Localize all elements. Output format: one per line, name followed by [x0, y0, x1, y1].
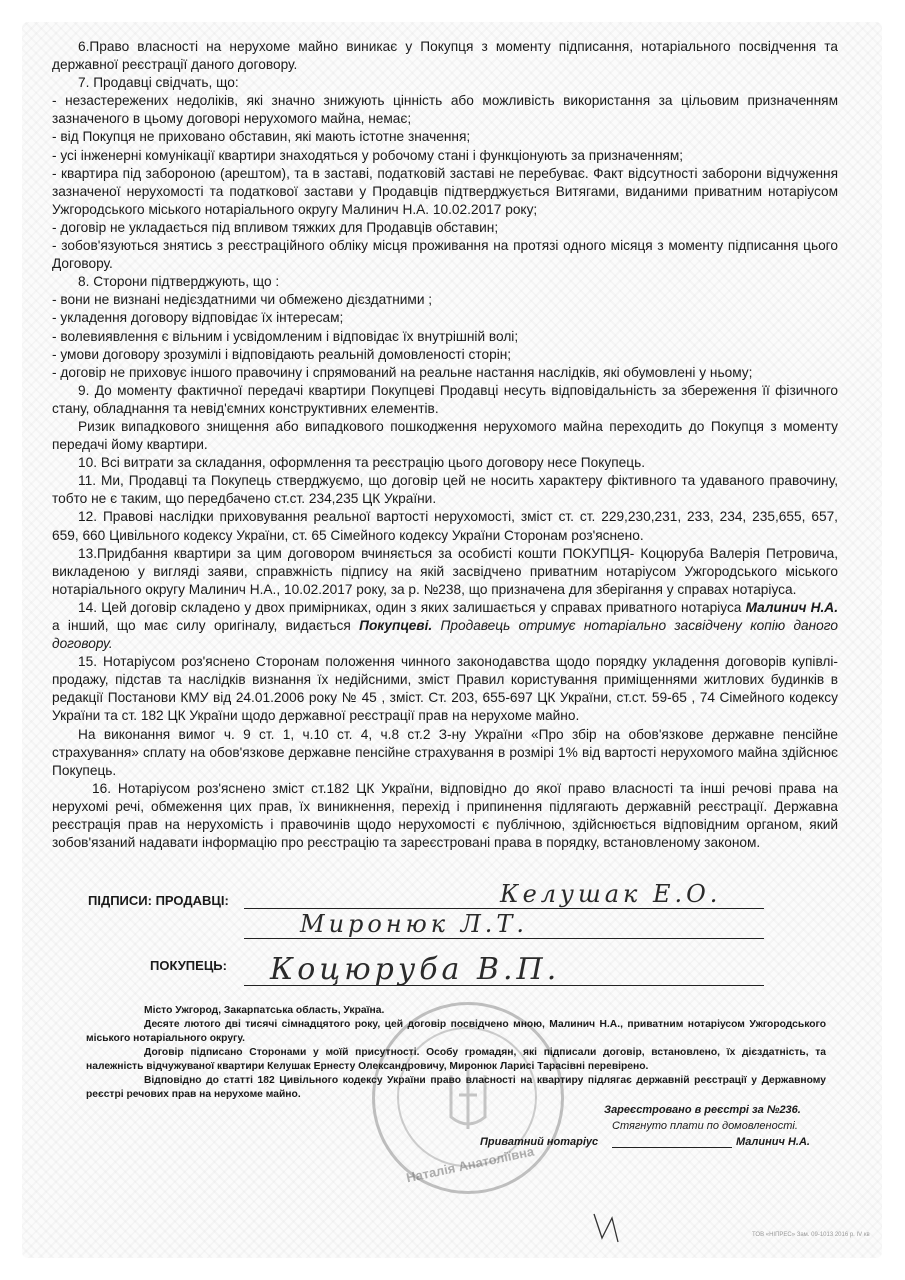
- notary-name-bold: Малинич Н.А.: [745, 599, 838, 615]
- paragraph-14-text-e: Продавець отримує нотаріально засвідчену копію даного договору.: [52, 618, 839, 652]
- notary-label: Приватний нотаріус: [480, 1136, 599, 1148]
- seller2-signature-line: [244, 938, 764, 939]
- contract-paragraph: - незастережених недоліків, які значно знижують цінність або можливість використання за цільовим призначенням зазначеного в цьому договорі нерухомого майна, немає;: [52, 93, 838, 127]
- contract-paragraph: 12. Правові наслідки приховування реальної вартості нерухомості, зміст ст. ст. 229,230,231, 233, 234, 235,655, 657, 659, 660 Цивільного кодексу України, ст. 65 Сімейного кодексу України Сторонам роз'яснено.: [52, 509, 838, 543]
- seller1-signature: Келушак Е.О.: [500, 880, 722, 908]
- paragraph-14-text-a: 14. Цей договір складено у двох примірниках, один з яких залишається у справах приватного нотаріуса: [78, 599, 746, 615]
- contract-paragraph: 10. Всі витрати за складання, оформлення та реєстрацію цього договору несе Покупець.: [78, 455, 646, 471]
- contract-paragraph: - договір не укладається під впливом тяжких для Продавців обставин;: [52, 219, 499, 235]
- notary-signature-mark: [588, 1208, 628, 1248]
- stamp-text: Наталія Анатоліївна: [404, 1143, 536, 1186]
- sellers-label: ПІДПИСИ: ПРОДАВЦІ:: [88, 893, 229, 908]
- seller2-signature: Миронюк Л.Т.: [300, 910, 529, 938]
- contract-paragraph: 15. Нотаріусом роз'яснено Сторонам положення чинного законодавства щодо порядку укладення договорів купівлі-продажу, підстав та наслідків визнання їх недійсними, зміст Правил користування приміщеннями житлових будинків в редакції Постанови КМУ від 24.01.2006 року № 45 , зміст. Ст. 203, 655-697 ЦК України, ст.ст. 59-65 , 74 Сімейного кодексу України та ст. 182 ЦК України щодо державної реєстрації прав на нерухоме майно.: [52, 654, 838, 724]
- seller1-signature-line: [244, 908, 764, 909]
- paragraph-group-1: [52, 38, 838, 599]
- contract-paragraph: - волевиявлення є вільним і усвідомленим і відповідає їх внутрішній волі;: [52, 328, 519, 344]
- certificate-registration: Відповідно до статті 182 Цивільного кодексу України право власності на квартиру підлягає державній реєстрації у Державному реєстрі речових прав на нерухоме майно.: [86, 1075, 826, 1100]
- contract-paragraph: - умови договору зрозумілі і відповідають реальній домовленості сторін;: [52, 346, 512, 362]
- notary-certificate: [86, 1004, 826, 1102]
- paragraph-14-text-c: а інший, що має силу оригіналу, видається: [52, 618, 360, 633]
- contract-paragraph: На виконання вимог ч. 9 ст. 1, ч.10 ст. 4, ч.8 ст.2 З-ну України «Про збір на обов'язкове державне пенсійне страхування» сплату на обов'язкове державне пенсійне страхування в розмірі 1% від вартості нерухомого майна здійснює Покупець.: [52, 726, 838, 778]
- contract-paragraph: 9. До моменту фактичної передачі квартири Покупцеві Продавці несуть відповідальність за збереження її фізичного стану, обладнання та невід'ємних конструктивних елементів.: [52, 382, 838, 416]
- certificate-parties: Договір підписано Сторонами у моїй присутності. Особу громадян, які підписали договір, встановлено, їх дієздатність, та належність відчужуваної квартири Келушак Ернесту Олександровичу, Миронюк Ларисі Тарасівні перевірено.: [86, 1047, 826, 1072]
- contract-paragraph: - квартира під забороною (арештом), та в заставі, податковій заставі не перебуває. Факт відсутності заборони відчуження зазначеної нерухомості та податкової застави у Продавців підтверджується Витягами, виданими приватним нотаріусом Ужгородського міського нотаріального округу Малинич Н.А. 10.02.2017 року;: [52, 165, 838, 217]
- contract-paragraph: - зобов'язуються знятись з реєстраційного обліку місця проживання на протязі одного місяця з моменту підписання цього Договору.: [52, 238, 838, 272]
- buyer-bold: Покупцеві.: [359, 618, 433, 633]
- contract-paragraph: - усі інженерні комунікації квартири знаходяться у робочому стані і функціонують за призначенням;: [52, 147, 684, 163]
- fee-note: Стягнуто плати по домовленості.: [612, 1120, 798, 1132]
- contract-paragraph: - договір не приховує іншого правочину і спрямований на реальне настання наслідків, які обумовлені у ньому;: [52, 364, 753, 380]
- contract-paragraph: 16. Нотаріусом роз'яснено зміст ст.182 ЦК України, відповідно до якої право власності та інші речові права на нерухомі речі, обмеження цих прав, їх виникнення, перехід і припинення підлягають державній реєстрації. Державна реєстрація прав на нерухомість і правочинів щодо нерухомості є публічною, здійснюється відповідним органом, який зобов'язаний надавати інформацію про реєстрацію та зареєстровані права в порядку, встановленому законом.: [52, 780, 838, 851]
- contract-paragraph: - від Покупця не приховано обставин, які мають істотне значення;: [52, 129, 471, 145]
- contract-paragraph: 11. Ми, Продавці та Покупець стверджуємо, що договір цей не носить характеру фіктивного та удаваного правочину, тобто не є таким, що передбачено ст.ст. 234,235 ЦК України.: [52, 473, 838, 507]
- contract-paragraph: Ризик випадкового знищення або випадкового пошкодження нерухомого майна переходить до Покупця з моменту передачі йому квартири.: [52, 418, 838, 453]
- contract-paragraph: - укладення договору відповідає їх інтересам;: [52, 310, 344, 326]
- registry-number: Зареєстровано в реєстрі за №236.: [604, 1104, 801, 1116]
- contract-body: [52, 38, 838, 852]
- buyer-signature: Коцюруба В.П.: [270, 952, 561, 987]
- buyer-label: ПОКУПЕЦЬ:: [150, 958, 227, 973]
- notary-name: Малинич Н.А.: [736, 1136, 810, 1148]
- paragraph-14: [52, 599, 838, 653]
- contract-paragraph: 7. Продавці свідчать, що:: [78, 75, 239, 91]
- certificate-date: Десяте лютого дві тисячі сімнадцятого року, цей договір посвідчено мною, Малинич Н.А., приватним нотаріусом Ужгородського міського нотаріального округу.: [86, 1019, 826, 1044]
- contract-paragraph: 6.Право власності на нерухоме майно виникає у Покупця з моменту підписання, нотаріального посвідчення та державної реєстрації даного договору.: [52, 39, 838, 73]
- notary-signature-line: [612, 1147, 732, 1148]
- contract-paragraph: 8. Сторони підтверджують, що :: [78, 274, 280, 290]
- certificate-city: Місто Ужгород, Закарпатська область, Україна.: [144, 1005, 385, 1016]
- contract-paragraph: 13.Придбання квартири за цим договором вчиняється за особисті кошти ПОКУПЦЯ- Коцюруба Валерія Петровича, викладеною у вигляді заяви, справжність підпису на якій засвідчено приватним нотаріусом Ужгородського міського нотаріального округу Малинич Н.А., 10.02.2017 року, за р. №238, що призначена для зберігання у справах нотаріуса.: [52, 545, 838, 597]
- contract-paragraph: - вони не визнані недієздатними чи обмежено дієздатними ;: [52, 292, 433, 308]
- paragraph-group-2: [52, 653, 838, 852]
- print-footer: ТОВ «НІПРЕС» Зам. 09-1013 2016 р. IV кв: [752, 1232, 870, 1238]
